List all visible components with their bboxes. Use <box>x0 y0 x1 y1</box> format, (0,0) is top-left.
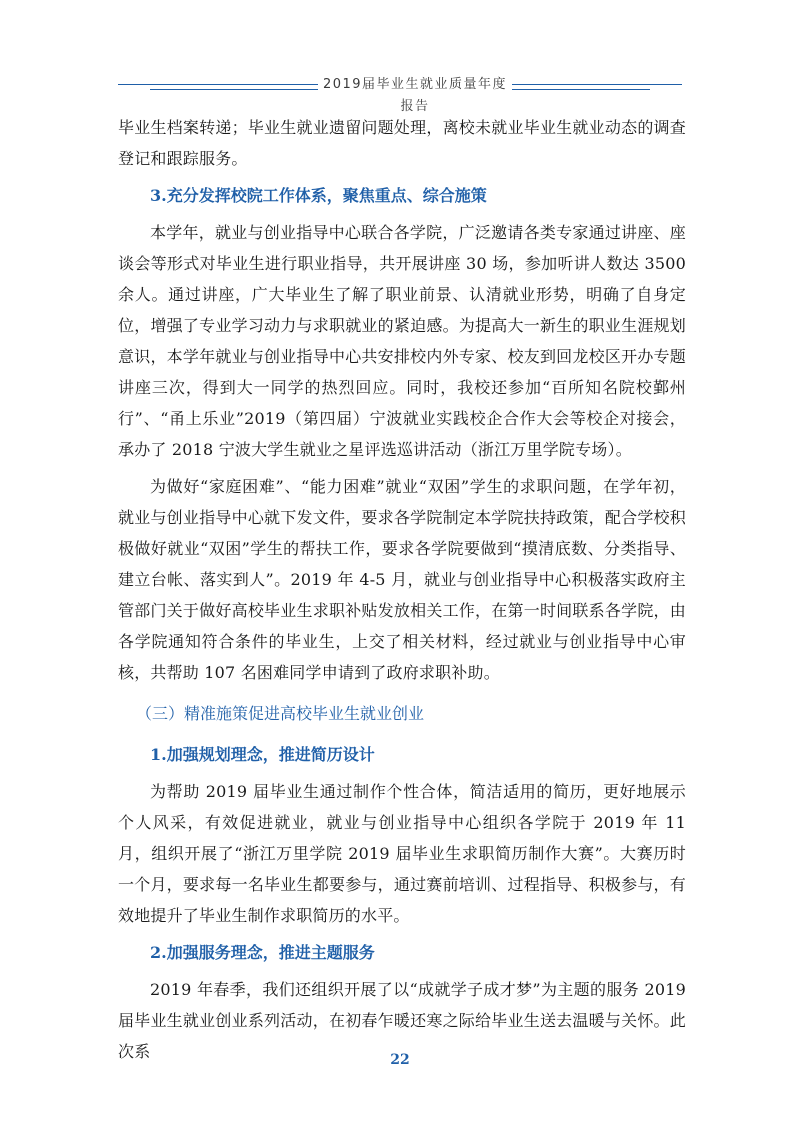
header-rule-right-thin <box>512 89 650 90</box>
header-rule-left <box>118 84 318 85</box>
subheading: 3.充分发挥校院工作体系，聚焦重点、综合施策 <box>150 186 487 205</box>
header-rule-right <box>512 84 682 85</box>
header-title: 2019届毕业生就业质量年度报告 <box>322 77 508 114</box>
paragraph: 本学年，就业与创业指导中心联合各学院，广泛邀请各类专家通过讲座、座谈会等形式对毕业生进行职业指导，共开展讲座 30 场，参加听讲人数达 3500 余人。通过讲座，广大毕业生了解了职业前景、认清就业形势，明确了自身定位，增强了专业学习动力与求职就业的紧迫感。为提高大一新生的职业生涯规划意识，本学年就业与创业指导中心共安排校内外专家、校友到回龙校区开办专题讲座三次，得到大一同学的热烈回应。同时，我校还参加“百所知名院校鄞州行”、“甬上乐业”2019（第四届）宁波就业实践校企合作大会等校企对接会，承办了 2018 宁波大学生就业之星评选巡讲活动（浙江万里学院专场）。 <box>118 223 686 459</box>
subheading: 2.加强服务理念，推进主题服务 <box>150 943 375 962</box>
paragraph: 为帮助 2019 届毕业生通过制作个性合体，简洁适用的简历，更好地展示个人风采，有效促进就业，就业与创业指导中心组织各学院于 2019 年 11 月，组织开展了“浙江万里学院 2019 届毕业生求职简历制作大赛”。大赛历时一个月，要求每一名毕业生都要参与，通过赛前培训、过程指导、积极参与，有效地提升了毕业生制作求职简历的水平。 <box>118 782 686 925</box>
header-rule-left-thin <box>150 89 318 90</box>
document-body <box>118 112 686 1067</box>
page-header <box>0 74 800 114</box>
section-heading: （三）精准施策促进高校毕业生就业创业 <box>136 704 425 723</box>
paragraph: 2019 年春季，我们还组织开展了以“成就学子成才梦”为主题的服务 2019 届毕业生就业创业系列活动，在初春乍暖还寒之际给毕业生送去温暖与关怀。此次系 <box>118 980 686 1061</box>
page-number: 22 <box>390 1052 410 1068</box>
paragraph: 毕业生档案转递；毕业生就业遗留问题处理，离校未就业毕业生就业动态的调查登记和跟踪服务。 <box>118 118 686 168</box>
paragraph: 为做好“家庭困难”、“能力困难”就业“双困”学生的求职问题，在学年初，就业与创业指导中心就下发文件，要求各学院制定本学院扶持政策，配合学校积极做好就业“双困”学生的帮扶工作，要求各学院要做到“摸清底数、分类指导、建立台帐、落实到人”。2019 年 4-5 月，就业与创业指导中心积极落实政府主管部门关于做好高校毕业生求职补贴发放相关工作，在第一时间联系各学院，由各学院通知符合条件的毕业生，上交了相关材料，经过就业与创业指导中心审核，共帮助 107 名困难同学申请到了政府求职补助。 <box>118 477 686 682</box>
subheading: 1.加强规划理念，推进简历设计 <box>150 745 375 764</box>
